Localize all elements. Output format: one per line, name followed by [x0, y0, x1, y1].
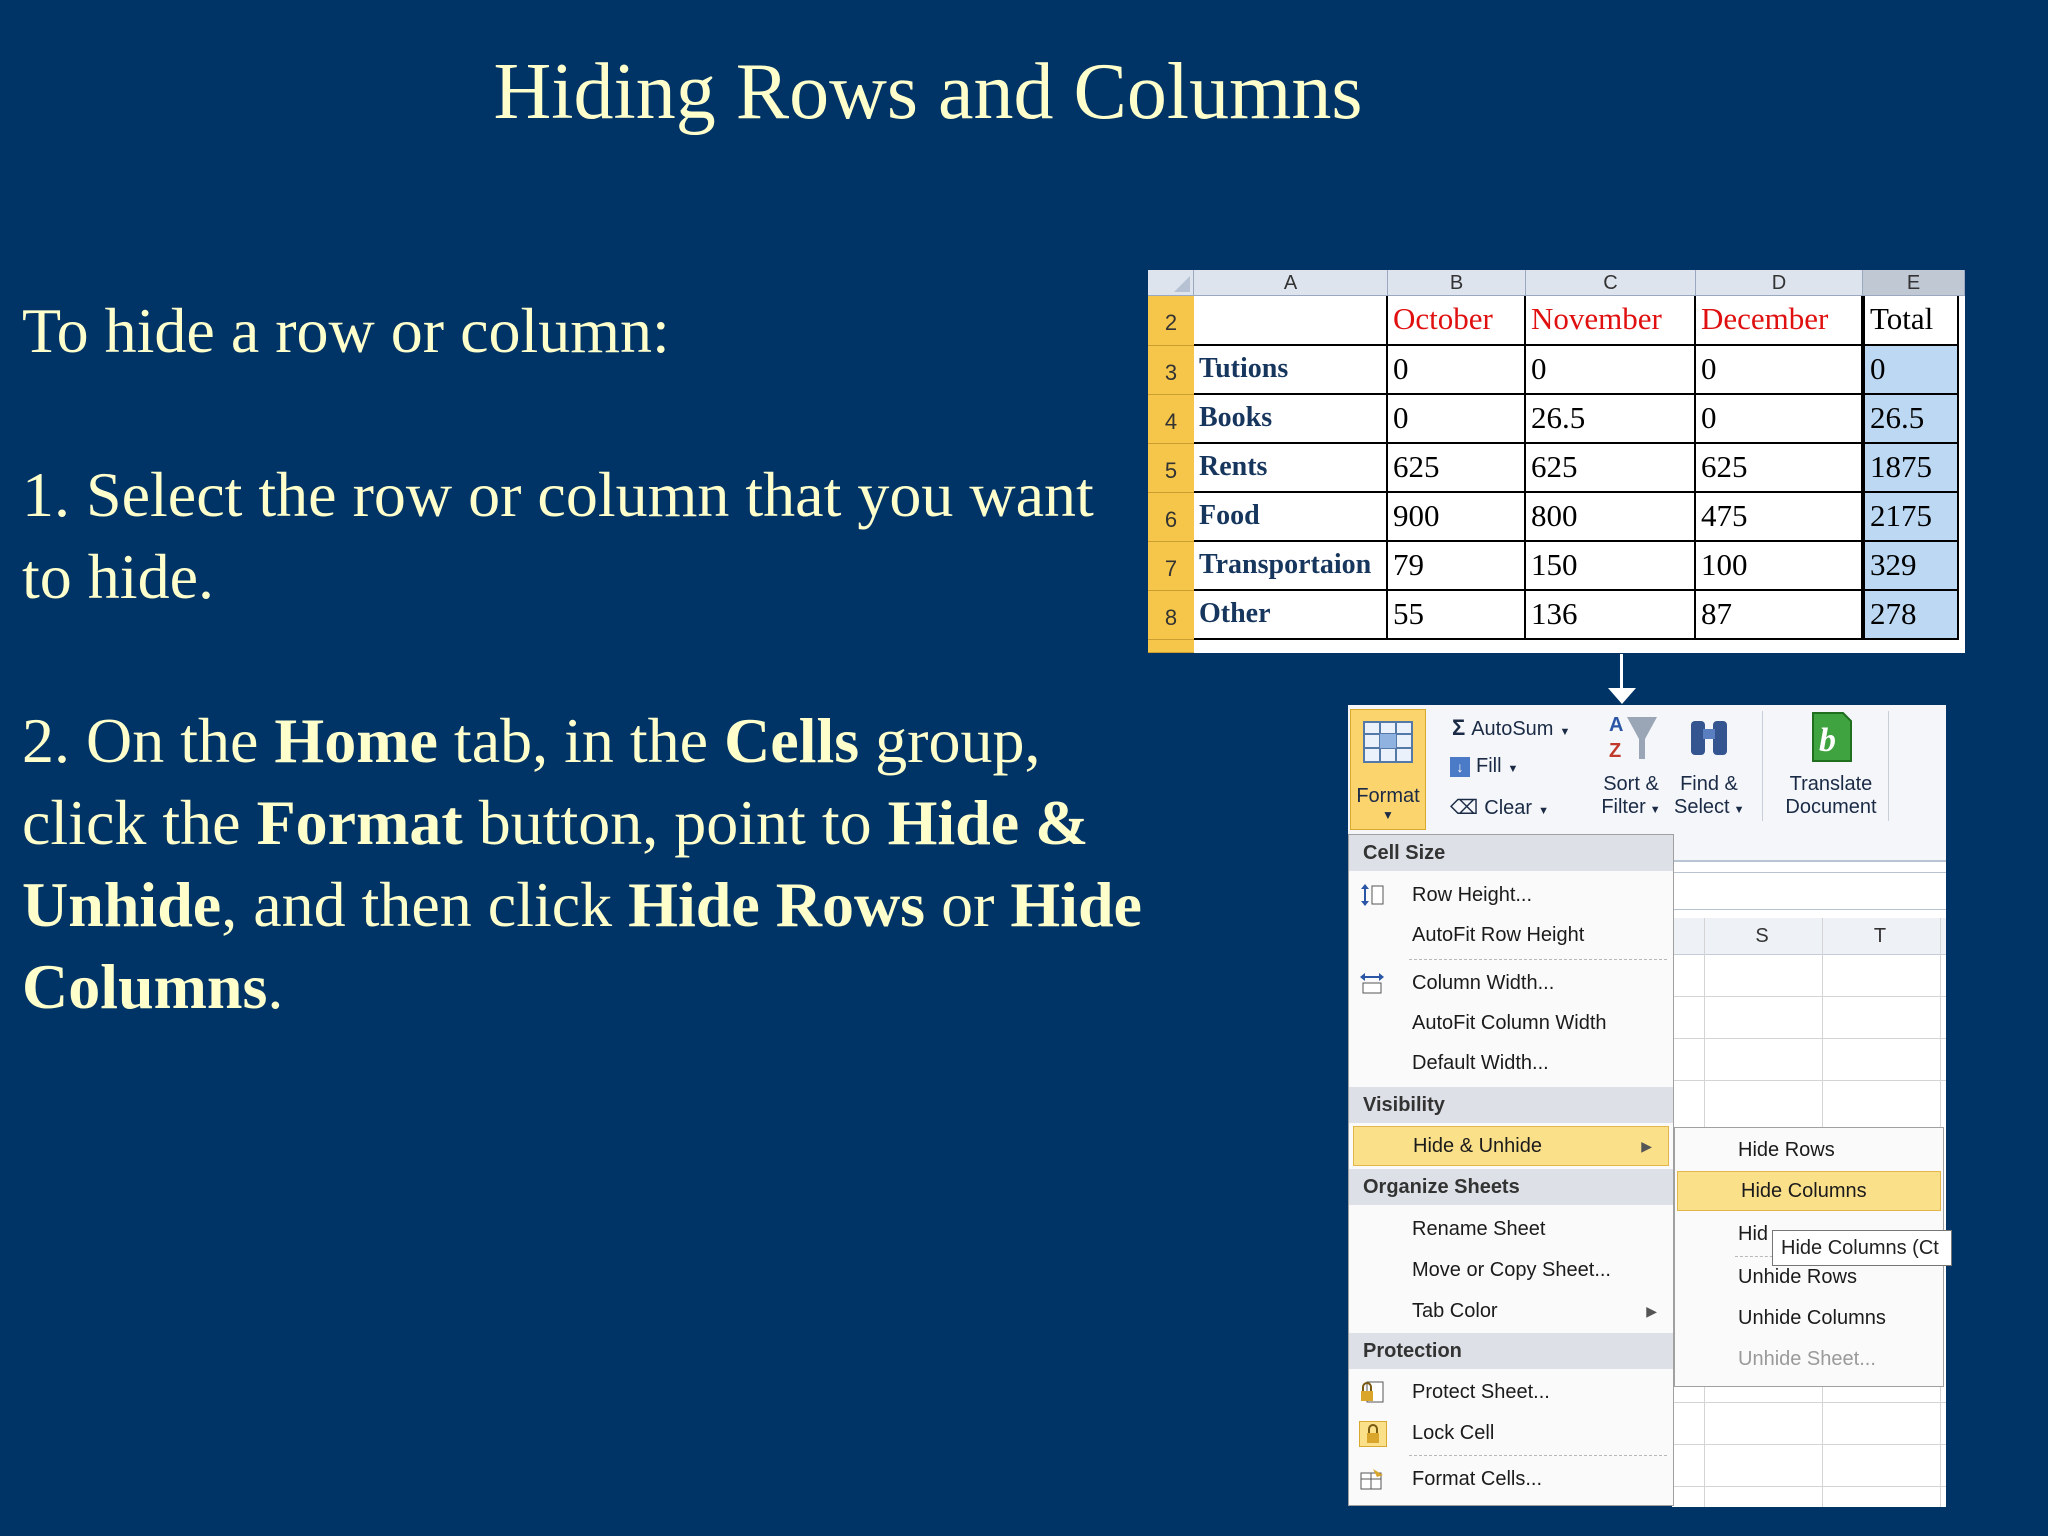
row-header-partial [1148, 640, 1194, 653]
table-cell[interactable]: 150 [1526, 542, 1696, 591]
menu-item-move-copy-sheet[interactable]: Move or Copy Sheet... [1412, 1259, 1611, 1281]
menu-item-default-width[interactable]: Default Width... [1412, 1052, 1549, 1074]
format-button-label: Format [1356, 785, 1420, 807]
table-cell[interactable]: 0 [1388, 395, 1526, 444]
table-cell[interactable]: 0 [1526, 346, 1696, 395]
table-cell[interactable]: 87 [1696, 591, 1863, 640]
table-cell[interactable]: Books [1194, 395, 1388, 444]
submenu-item-hide-columns[interactable]: Hide Columns [1677, 1171, 1941, 1211]
chevron-down-icon: ▼ [1538, 805, 1549, 817]
row-header[interactable]: 2 [1148, 296, 1194, 346]
column-header-t[interactable]: T [1873, 925, 1887, 947]
table-cell[interactable]: 329 [1863, 542, 1959, 591]
menu-item-protect-sheet[interactable]: Protect Sheet... [1349, 1372, 1673, 1412]
format-dropdown-menu [1348, 834, 1674, 1506]
menu-item-hide-unhide[interactable]: Hide & Unhide ▶ [1353, 1126, 1669, 1166]
table-cell[interactable]: 26.5 [1526, 395, 1696, 444]
table-cell[interactable]: 0 [1696, 395, 1863, 444]
table-cell[interactable]: 2175 [1863, 493, 1959, 542]
intro-text: To hide a row or column: [22, 295, 670, 366]
section-cell-size: Cell Size [1349, 835, 1673, 871]
section-visibility: Visibility [1349, 1087, 1673, 1123]
find-select-button[interactable]: Find & Select ▼ [1674, 709, 1744, 819]
column-header-a[interactable]: A [1194, 270, 1388, 296]
sort-filter-button[interactable]: A Z Sort & Filter ▼ [1596, 709, 1666, 819]
table-cell[interactable]: 475 [1696, 493, 1863, 542]
table-cell[interactable]: 625 [1388, 444, 1526, 493]
menu-item-autofit-column-width[interactable]: AutoFit Column Width [1412, 1012, 1607, 1034]
chevron-right-icon: ▶ [1641, 1138, 1652, 1154]
translate-document-button[interactable]: b Translate Document [1768, 709, 1894, 819]
chevron-down-icon: ▼ [1649, 804, 1661, 816]
autosum-button[interactable]: Σ AutoSum ▼ [1452, 715, 1571, 740]
table-cell[interactable]: 0 [1863, 346, 1959, 395]
table-cell[interactable]: 100 [1696, 542, 1863, 591]
table-cell[interactable]: October [1388, 296, 1526, 346]
svg-text:b: b [1819, 722, 1836, 759]
translate-document-icon [1803, 709, 1859, 765]
binoculars-icon [1681, 709, 1737, 765]
chevron-right-icon: ▶ [1646, 1303, 1657, 1319]
slide-title: Hiding Rows and Columns [493, 48, 1363, 136]
submenu-item-unhide-columns[interactable]: Unhide Columns [1738, 1307, 1886, 1329]
row-header[interactable]: 3 [1148, 346, 1194, 395]
slide-body [22, 290, 1142, 1028]
row-header[interactable]: 8 [1148, 591, 1194, 640]
step-1: 1. Select the row or column that you want to hide. [22, 459, 1094, 612]
spreadsheet [1148, 270, 1965, 653]
column-header-c[interactable]: C [1526, 270, 1696, 296]
menu-item-column-width[interactable]: Column Width... [1349, 963, 1673, 1003]
table-cell[interactable]: 625 [1526, 444, 1696, 493]
column-header-e[interactable]: E [1863, 270, 1965, 296]
format-table-icon [1360, 716, 1416, 768]
table-cell[interactable]: 0 [1696, 346, 1863, 395]
ribbon-divider [1762, 711, 1763, 821]
menu-item-autofit-row-height[interactable]: AutoFit Row Height [1412, 924, 1585, 946]
select-all-corner[interactable] [1148, 270, 1194, 296]
table-cell[interactable]: November [1526, 296, 1696, 346]
row-header[interactable]: 6 [1148, 493, 1194, 542]
clear-button[interactable]: ⌫ Clear ▼ [1450, 797, 1549, 819]
chevron-down-icon: ▼ [1559, 726, 1571, 738]
table-cell[interactable]: 625 [1696, 444, 1863, 493]
table-cell[interactable]: Total [1863, 296, 1959, 346]
table-cell[interactable]: Food [1194, 493, 1388, 542]
column-width-icon [1359, 971, 1385, 995]
eraser-icon: ⌫ [1450, 797, 1479, 819]
table-cell[interactable]: 1875 [1863, 444, 1959, 493]
table-cell[interactable]: 800 [1526, 493, 1696, 542]
submenu-item-hide-sheet[interactable]: Hid [1738, 1223, 1769, 1245]
tooltip: Hide Columns (Ct [1772, 1230, 1952, 1266]
protect-sheet-icon [1359, 1380, 1385, 1404]
format-button[interactable] [1350, 709, 1426, 830]
sort-az-icon [1603, 709, 1659, 765]
fill-down-icon: ↓ [1450, 757, 1470, 777]
section-organize-sheets: Organize Sheets [1349, 1169, 1673, 1205]
lock-icon [1359, 1421, 1387, 1447]
sigma-icon: Σ [1452, 715, 1466, 740]
submenu-item-unhide-rows[interactable]: Unhide Rows [1738, 1266, 1857, 1288]
row-header[interactable]: 7 [1148, 542, 1194, 591]
fill-button[interactable]: ↓ Fill ▼ [1450, 755, 1518, 778]
row-height-icon [1359, 883, 1385, 907]
table-cell[interactable]: Rents [1194, 444, 1388, 493]
chevron-down-icon: ▼ [1507, 763, 1519, 775]
row-header[interactable]: 5 [1148, 444, 1194, 493]
table-cell[interactable]: 26.5 [1863, 395, 1959, 444]
column-header-d[interactable]: D [1696, 270, 1863, 296]
table-cell[interactable]: Tutions [1194, 346, 1388, 395]
table-cell[interactable]: 79 [1388, 542, 1526, 591]
chevron-down-icon: ▼ [1382, 808, 1394, 822]
menu-item-lock-cell[interactable]: Lock Cell [1349, 1413, 1673, 1453]
table-cell[interactable]: Transportaion [1194, 542, 1388, 591]
table-cell[interactable] [1194, 296, 1388, 346]
step-2: 2. On the Home tab, in the Cells group, click the Format button, point to Hide & Unhide, and then click Hide Rows or Hide Columns. [22, 705, 1142, 1022]
submenu-item-hide-rows[interactable]: Hide Rows [1738, 1139, 1835, 1161]
table-cell[interactable]: 55 [1388, 591, 1526, 640]
table-cell[interactable]: 136 [1526, 591, 1696, 640]
table-cell[interactable]: 0 [1388, 346, 1526, 395]
row-header[interactable]: 4 [1148, 395, 1194, 444]
column-header-s[interactable]: S [1755, 925, 1769, 947]
column-header-b[interactable]: B [1388, 270, 1526, 296]
menu-item-format-cells[interactable]: Format Cells... [1349, 1459, 1673, 1499]
svg-text:Z: Z [1609, 740, 1622, 762]
menu-item-tab-color[interactable]: Tab Color ▶ [1349, 1291, 1673, 1331]
submenu-item-unhide-sheet: Unhide Sheet... [1738, 1348, 1876, 1370]
table-cell[interactable]: 278 [1863, 591, 1959, 640]
chevron-down-icon: ▼ [1733, 804, 1745, 816]
ribbon-divider [1888, 711, 1889, 821]
formula-bar[interactable] [1672, 872, 1946, 910]
format-cells-icon [1359, 1467, 1385, 1491]
section-protection: Protection [1349, 1333, 1673, 1369]
arrow-down-icon [1608, 688, 1636, 704]
menu-item-rename-sheet[interactable]: Rename Sheet [1412, 1218, 1546, 1240]
menu-item-row-height[interactable]: Row Height... [1349, 875, 1673, 915]
svg-text:A: A [1609, 714, 1624, 736]
table-cell[interactable]: 900 [1388, 493, 1526, 542]
table-cell[interactable]: Other [1194, 591, 1388, 640]
table-cell[interactable]: December [1696, 296, 1863, 346]
